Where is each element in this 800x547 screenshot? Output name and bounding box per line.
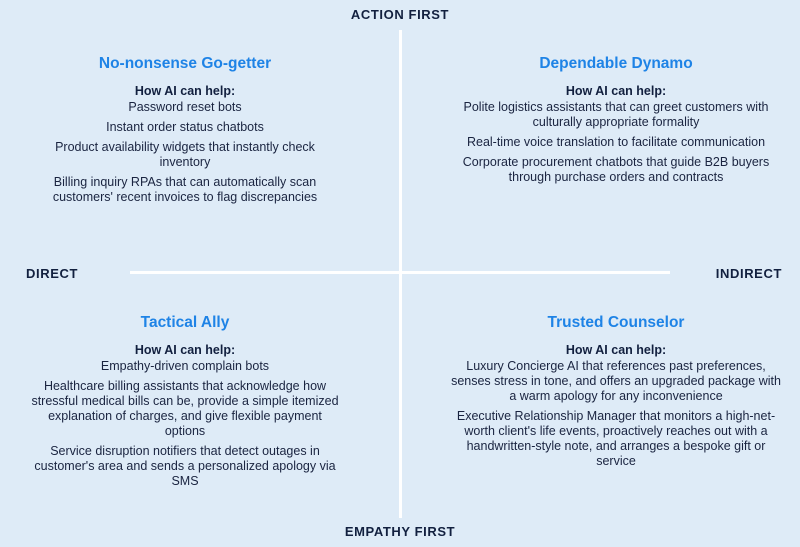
quadrant-subtitle: How AI can help:: [134, 84, 236, 98]
vertical-axis-line: [399, 30, 402, 518]
quadrant-dependable-dynamo: [446, 54, 786, 190]
quadrant-list: [30, 100, 340, 205]
quadrant-list: [446, 100, 786, 185]
list-item: Billing inquiry RPAs that can automatically scan customers' recent invoices to flag discrepancies: [52, 175, 318, 204]
axis-label-top: ACTION FIRST: [350, 7, 450, 22]
list-item: Executive Relationship Manager that monitors a high-net-worth client's life events, proactively reaches out with a handwritten-style note, and arranges a bespoke gift or service: [456, 409, 776, 468]
list-item: Real-time voice translation to facilitate communication: [466, 135, 766, 149]
list-item: Luxury Concierge AI that references past preferences, senses stress in tone, and offers an upgraded package with a warm apology for any inconvenience: [451, 359, 781, 403]
list-item: Product availability widgets that instantly check inventory: [55, 140, 315, 169]
list-item: Empathy-driven complain bots: [100, 359, 270, 373]
axis-label-right: INDIRECT: [715, 266, 782, 281]
horizontal-axis-line: [130, 271, 670, 274]
quadrant-subtitle: How AI can help:: [134, 343, 236, 357]
quadrant-title: No-nonsense Go-getter: [98, 55, 272, 72]
axis-label-bottom: EMPATHY FIRST: [344, 524, 456, 539]
list-item: Healthcare billing assistants that acknowledge how stressful medical bills can be, provide a simple itemized explanation of charges, and give flexible payment options: [31, 379, 339, 438]
quadrant-subtitle: How AI can help:: [565, 343, 667, 357]
list-item: Instant order status chatbots: [106, 120, 264, 134]
quadrant-no-nonsense-go-getter: [30, 54, 340, 210]
axis-label-left: DIRECT: [26, 266, 78, 281]
list-item: Service disruption notifiers that detect outages in customer's area and sends a personalized apology via SMS: [34, 444, 336, 488]
list-item: Password reset bots: [128, 100, 242, 114]
quadrant-tactical-ally: [30, 313, 340, 494]
quadrant-list: [446, 359, 786, 469]
quadrant-title: Dependable Dynamo: [539, 55, 693, 72]
list-item: Corporate procurement chatbots that guide B2B buyers through purchase orders and contracts: [462, 155, 770, 184]
list-item: Polite logistics assistants that can greet customers with culturally appropriate formality: [463, 100, 769, 129]
quadrant-trusted-counselor: [446, 313, 786, 474]
quadrant-subtitle: How AI can help:: [565, 84, 667, 98]
quadrant-title: Trusted Counselor: [547, 314, 685, 331]
quadrant-list: [30, 359, 340, 489]
quadrant-title: Tactical Ally: [140, 314, 230, 331]
